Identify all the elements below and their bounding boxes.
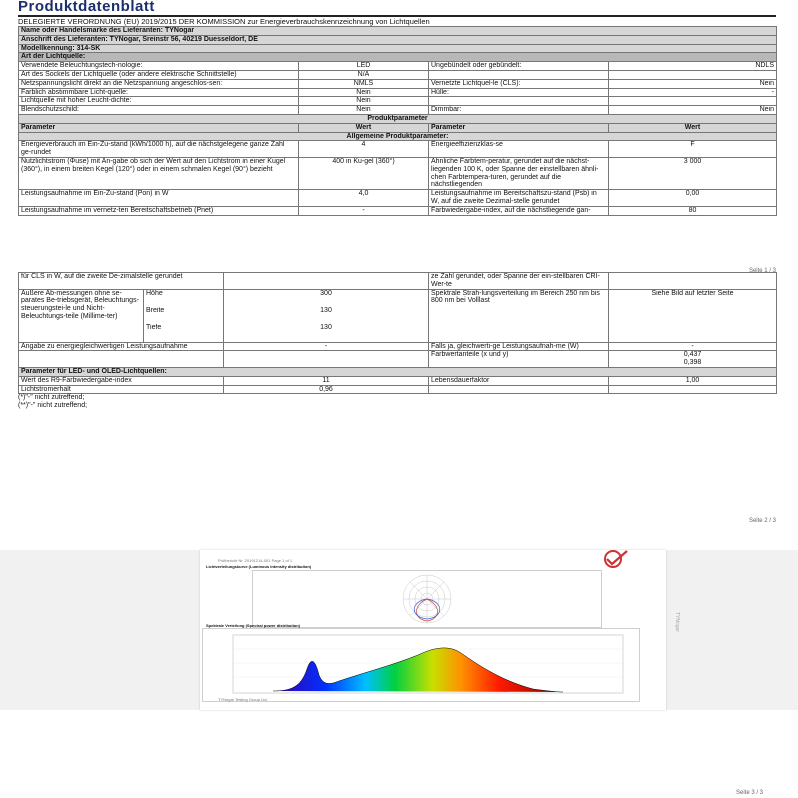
page-title: Produktdatenblatt [18,0,776,17]
table-row: für CLS in W, auf die zweite De-zimalstelle gerundet ze Zahl gerundet, oder Spanne der ein-stellbaren CRI-Wer-te [19,273,777,290]
test-report-sheet [200,550,666,710]
table-row: Wert des R9-Farbwiedergabe-index 11 Lebensdauerfaktor 1,00 [19,376,777,385]
table-row: Farbwertanteile (x und y) 0,437 0,398 [19,351,777,368]
page-number: Seite 1 / 3 [748,268,776,274]
table-row: Farblich abstimmbare Licht-quelle: Nein Hülle: - [19,88,777,97]
product-params-header: Produktparameter [19,114,777,123]
table-row: Art des Sockels der Lichtquelle (oder andere elektrische Schnittstelle) N/A [19,70,777,79]
table-row: Energieverbrauch im Ein-Zu-stand (kWh/1000 h), auf die nächstgelegene ganze Zahl ge-rundet 4 Energieeffizienzklas-se F [19,141,777,158]
table-row: Angabe zu energiegleichwertigen Leistungsaufnahme - Falls ja, gleichwerti-ge Leistungsaufnah-me (W) - [19,342,777,351]
page-number: Seite 3 / 3 [736,790,764,796]
footnote-2: (**)"-" nicht zutreffend; [18,402,88,410]
table-row: Leistungsaufnahme im Ein-Zu-stand (Pon) in W 4,0 Leistungsaufnahme im Bereitschaftszu-stand (Psb) in W, auf die zweite Dezimal-stelle gerundet 0,00 [19,190,777,207]
model-id: Modellkennung: 314-SK [19,44,777,53]
table-row: Leistungsaufnahme im vernetz-ten Bereitschaftsbetrieb (Pnet) - Farbwiedergabe-index, auf die nächstliegende gan- 80 [19,206,777,215]
spectral-label: Spektrale Strah-lungsverteilung im Bereich 250 nm bis 800 nm bei Volllast [429,289,609,342]
certification-logo-icon [601,549,631,569]
side-label: TYNogar [674,612,680,633]
datasheet-page-2 [18,272,776,524]
spectral-value: Siehe Bild auf letzter Seite [609,289,777,342]
report-header: Prüfbericht Nr. 20191214-001 Page 1 of 1 [218,558,293,563]
polar-title: Lichtverteilungskurve (Luminous intensity distribution) [206,564,312,569]
table-row: Verwendete Beleuchtungstech-nologie: LED Ungebündelt oder gebündelt: NDLS [19,62,777,71]
polar-curve-graphic [253,571,601,627]
footnote-1: (*)"-" nicht zutreffend; [18,394,85,402]
parameter-table-continued: für CLS in W, auf die zweite De-zimalstelle gerundet ze Zahl gerundet, oder Spanne der ein-stellbaren CRI-Wer-te Äußere Ab-messungen ohne se-parates Be-triebsgerät, Beleuchtungs-steuerungstei-le und Nicht-Beleuchtungs-teile (Millime-ter) Höhe 300 Spektrale Strah-lungsverteilung im Bereich 250 nm bis 800 nm bei Volllast Siehe Bild auf letzter Seite Breite 130 Tiefe 130 Angabe zu energiegleichwertigen Leistungsaufnahme - Falls ja, gleichwerti-ge Leistungsaufnah-me (W) - Farbwertanteile (x und y) 0,437 0,398 Parameter für LED- und OLED-Lichtquellen: Wert des R9-Farbwiedergabe-index 11 Lebensdauerfaktor 1,00 Lichtstromerhalt 0,96 [18,272,777,394]
light-source-header: Art der Lichtquelle: [19,53,777,62]
dimensions-label: Äußere Ab-messungen ohne se-parates Be-triebsgerät, Beleuchtungs-steuerungstei-le und Nicht-Beleuchtungs-teile (Millime-ter) [19,289,144,342]
table-row: Lichtstromerhalt 0,96 [19,385,777,394]
supplier-address: Anschrift des Lieferanten: TYNogar, Sreinstr 56, 40219 Duesseldorf, DE [19,35,777,44]
spectrum-chart [202,628,640,702]
table-row: Nutzlichtstrom (Φuse) mit An-gabe ob sich der Wert auf den Lichtstrom in einer Kugel (360°), in einem breiten Kegel (120°) oder in einem schmalen Kegel (90°) bezieht 400 in Ku-gel (360°) Ähnliche Farbtem-peratur, gerundet auf die nächst-liegenden 100 K, oder Spanne der einstellbaren ähnli-chen Farbtempera-turen, gerundet auf die nächstliegenden 3 000 [19,157,777,189]
light-source-table [18,26,777,216]
supplier-name: Name oder Handelsmarke des Lieferanten: TYNogar [19,27,777,36]
led-params-header: Parameter für LED- und OLED-Lichtquellen: [19,367,777,376]
chroma-x: 0,437 [683,351,702,359]
table-row: Lichtquelle mit hoher Leucht-dichte: Nein [19,97,777,106]
polar-diagram [252,570,602,628]
column-header-row: Parameter Wert Parameter Wert [19,123,777,132]
general-params-header: Allgemeine Produktparameter: [19,132,777,141]
table-row: Blendschutzschild: Nein Dimmbar: Nein [19,106,777,115]
spectrum-title: Spektrale Verteilung (Spectral power distribution) [206,623,301,628]
page-number: Seite 2 / 3 [748,518,776,524]
datasheet-page-1 [18,0,776,274]
table-row: Netzspannungslicht direkt an die Netzspannung angeschlos-sen: NMLS Vernetzte Lichtquel-le (CLS): Nein [19,79,777,88]
spectrum-graphic [203,629,639,701]
chroma-y: 0,398 [683,359,702,367]
report-footer: TYNogar Testing Group Ltd. [218,697,268,702]
regulation-subtitle: DELEGIERTE VERORDNUNG (EU) 2019/2015 DER KOMMISSION zur Energieverbrauchskennzeichnung von Lichtquellen [18,17,430,26]
table-row: Äußere Ab-messungen ohne se-parates Be-triebsgerät, Beleuchtungs-steuerungstei-le und Nicht-Beleuchtungs-teile (Millime-ter) Höhe 300 Spektrale Strah-lungsverteilung im Bereich 250 nm bis 800 nm bei Volllast Siehe Bild auf letzter Seite [19,289,777,307]
